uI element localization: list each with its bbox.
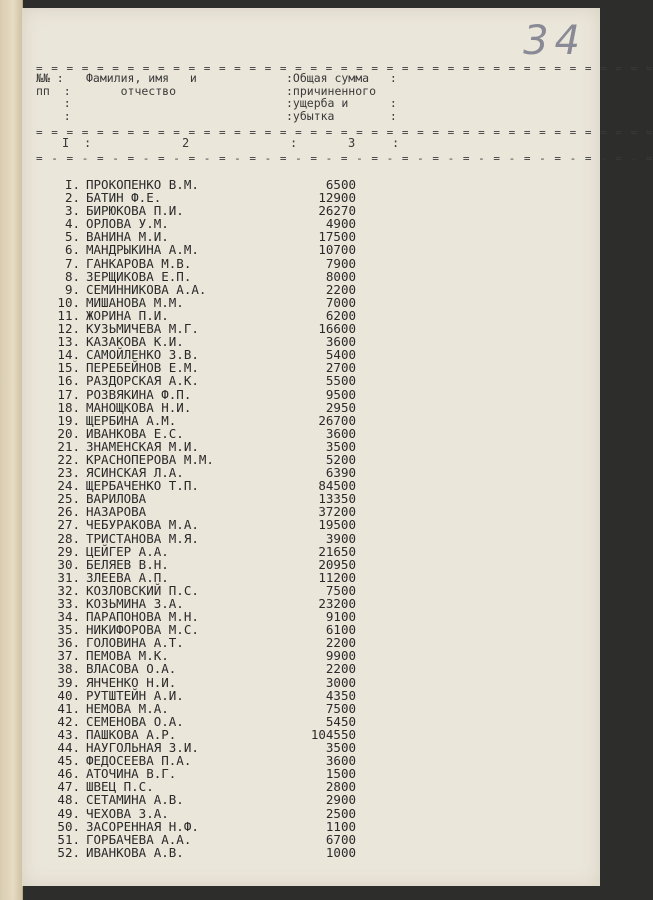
damage-sum: 4350 xyxy=(325,687,356,703)
person-name: ПРОКОПЕНКО В.М. xyxy=(86,177,199,192)
person-name: ПЕРЕБЕЙНОВ Е.М. xyxy=(86,360,199,376)
damage-sum: 7500 xyxy=(325,700,356,716)
person-name: КОЗЬМИНА З.А. xyxy=(86,596,184,611)
person-name: РАЗДОРСКАЯ А.К. xyxy=(86,373,199,389)
row-number: 2. xyxy=(64,190,80,206)
damage-sum: 8000 xyxy=(325,268,356,284)
table-row xyxy=(22,243,600,256)
row-number: 21. xyxy=(57,438,80,454)
damage-sum: 20950 xyxy=(318,556,356,572)
row-number: 43. xyxy=(57,726,80,742)
row-number: 24. xyxy=(57,478,80,494)
person-name: АТОЧИНА В.Г. xyxy=(86,766,177,782)
person-name: ЗАСОРЕННАЯ Н.Ф. xyxy=(86,818,199,834)
row-number: 18. xyxy=(57,399,80,415)
person-name: ИВАНКОВА Е.С. xyxy=(86,425,184,441)
damage-sum: 6700 xyxy=(325,831,356,847)
damage-sum: 16600 xyxy=(318,321,356,337)
damage-sum: 3000 xyxy=(325,674,356,690)
binding-strip xyxy=(0,0,23,900)
person-name: МАНОЩКОВА Н.И. xyxy=(86,399,192,415)
row-number: 46. xyxy=(57,766,80,782)
person-name: ПАШКОВА А.Р. xyxy=(86,726,177,742)
row-number: 28. xyxy=(57,530,80,546)
person-name: СЕМЕНОВА О.А. xyxy=(86,713,184,729)
damage-sum: 7500 xyxy=(325,582,356,598)
row-number: 6. xyxy=(64,242,80,258)
row-number: 9. xyxy=(64,281,80,297)
header-rule-top: = = = = = = = = = = = = = = = = = = = = = = = = = = = = = = = = = = = = = = = = = xyxy=(36,62,653,75)
table-row xyxy=(22,793,600,806)
person-name: ЗЕРЩИКОВА Е.П. xyxy=(86,268,192,284)
damage-sum: 1500 xyxy=(325,766,356,782)
table-row xyxy=(22,270,600,283)
table-row xyxy=(22,662,600,675)
table-row xyxy=(22,807,600,820)
table-row xyxy=(22,676,600,689)
row-number: 14. xyxy=(57,347,80,363)
person-name: НИКИФОРОВА М.С. xyxy=(86,622,199,638)
row-number: 50. xyxy=(57,818,80,834)
table-row xyxy=(22,571,600,584)
person-name: РОЗВЯКИНА Ф.П. xyxy=(86,386,192,402)
row-number: 15. xyxy=(57,360,80,376)
person-name: КАЗАКОВА К.И. xyxy=(86,334,184,350)
person-name: ВЛАСОВА О.А. xyxy=(86,661,177,677)
row-number: I. xyxy=(64,177,80,192)
person-name: ОРЛОВА У.М. xyxy=(86,216,169,232)
row-number: 12. xyxy=(57,321,80,337)
table-row xyxy=(22,374,600,387)
table-row xyxy=(22,401,600,414)
row-number: 22. xyxy=(57,451,80,467)
row-number: 35. xyxy=(57,622,80,638)
damage-sum: 5500 xyxy=(325,373,356,389)
damage-sum: 2500 xyxy=(325,805,356,821)
table-row xyxy=(22,833,600,846)
table-row xyxy=(22,820,600,833)
damage-sum: 6390 xyxy=(325,465,356,481)
row-number: 26. xyxy=(57,504,80,520)
damage-sum: 13350 xyxy=(318,491,356,507)
row-number: 23. xyxy=(57,465,80,481)
damage-sum: 12900 xyxy=(318,190,356,206)
table-row xyxy=(22,689,600,702)
column-number-2: 2 xyxy=(182,136,190,150)
row-number: 32. xyxy=(57,582,80,598)
damage-sum: 9100 xyxy=(325,609,356,625)
row-number: 38. xyxy=(57,661,80,677)
damage-sum: 17500 xyxy=(318,229,356,245)
person-name: НАЗАРОВА xyxy=(86,504,147,520)
damage-sum: 3900 xyxy=(325,530,356,546)
person-name: БЕЛЯЕВ В.Н. xyxy=(86,556,169,572)
table-row xyxy=(22,257,600,270)
person-name: БИРЮКОВА П.И. xyxy=(86,203,184,219)
damage-sum: 84500 xyxy=(318,478,356,494)
row-number: 5. xyxy=(64,229,80,245)
row-number: 51. xyxy=(57,831,80,847)
row-number: 4. xyxy=(64,216,80,232)
damage-sum: 26270 xyxy=(318,203,356,219)
damage-sum: 3500 xyxy=(325,740,356,756)
page-number: 34 xyxy=(523,18,586,64)
person-name: ЧЕБУРАКОВА М.А. xyxy=(86,517,199,533)
person-name: БАТИН Ф.Е. xyxy=(86,190,162,206)
person-name: ЧЕХОВА З.А. xyxy=(86,805,169,821)
damage-sum: 6200 xyxy=(325,307,356,323)
damage-sum: 4900 xyxy=(325,216,356,232)
damage-sum: 2200 xyxy=(325,635,356,651)
person-name: ИВАНКОВА А.В. xyxy=(86,844,184,860)
column-separator: : xyxy=(84,136,92,150)
person-name: ГОРБАЧЕВА А.А. xyxy=(86,831,192,847)
table-row xyxy=(22,702,600,715)
row-number: 42. xyxy=(57,713,80,729)
table-row xyxy=(22,388,600,401)
damage-sum: 26700 xyxy=(318,412,356,428)
row-number: 17. xyxy=(57,386,80,402)
person-name: САМОЙЛЕНКО З.В. xyxy=(86,347,199,363)
person-name: МИШАНОВА М.М. xyxy=(86,294,184,310)
row-number: 33. xyxy=(57,596,80,611)
table-row xyxy=(22,283,600,296)
person-name: ЦЕЙГЕР А.А. xyxy=(86,543,169,559)
person-name: НАУГОЛЬНАЯ З.И. xyxy=(86,740,199,756)
person-name: ВАНИНА М.И. xyxy=(86,229,169,245)
damage-sum: 7900 xyxy=(325,255,356,271)
damage-sum: 3600 xyxy=(325,425,356,441)
list-of-persons xyxy=(22,178,600,859)
damage-sum: 2800 xyxy=(325,779,356,795)
table-row xyxy=(22,427,600,440)
person-name: СЕТАМИНА А.В. xyxy=(86,792,184,808)
person-name: ЗЛЕЕВА А.П. xyxy=(86,569,169,585)
person-name: ГОЛОВИНА А.Т. xyxy=(86,635,184,651)
person-name: ЯСИНСКАЯ Л.А. xyxy=(86,465,184,481)
row-number: 7. xyxy=(64,255,80,271)
person-name: ЯНЧЕНКО Н.И. xyxy=(86,674,177,690)
row-number: 20. xyxy=(57,425,80,441)
person-name: МАНДРЫКИНА А.М. xyxy=(86,242,199,258)
table-row xyxy=(22,414,600,427)
column-number-1: I xyxy=(62,136,70,150)
damage-sum: 23200 xyxy=(318,596,356,611)
person-name: ПЕМОВА М.К. xyxy=(86,648,169,664)
row-number: 39. xyxy=(57,674,80,690)
row-number: 40. xyxy=(57,687,80,703)
row-number: 11. xyxy=(57,307,80,323)
row-number: 37. xyxy=(57,648,80,664)
row-number: 31. xyxy=(57,569,80,585)
damage-sum: 6100 xyxy=(325,622,356,638)
header-col-number: №№ : пп : : : xyxy=(36,71,71,123)
row-number: 30. xyxy=(57,556,80,572)
column-separator: : xyxy=(392,136,400,150)
row-number: 25. xyxy=(57,491,80,507)
table-row xyxy=(22,518,600,531)
table-row xyxy=(22,545,600,558)
damage-sum: 5450 xyxy=(325,713,356,729)
damage-sum: 10700 xyxy=(318,242,356,258)
table-row xyxy=(22,558,600,571)
row-number: 41. xyxy=(57,700,80,716)
person-name: ФЕДОСЕЕВА П.А. xyxy=(86,753,192,769)
person-name: КРАСНОПЕРОВА М.М. xyxy=(86,451,214,467)
person-name: ЗНАМЕНСКАЯ М.И. xyxy=(86,438,199,454)
person-name: ВАРИЛОВА xyxy=(86,491,147,507)
table-row xyxy=(22,532,600,545)
person-name: ЩЕРБИНА А.М. xyxy=(86,412,177,428)
damage-sum: 2950 xyxy=(325,399,356,415)
row-number: 19. xyxy=(57,412,80,428)
person-name: ЩЕРБАЧЕНКО Т.П. xyxy=(86,478,199,494)
damage-sum: 3600 xyxy=(325,753,356,769)
person-name: РУТШТЕЙН А.И. xyxy=(86,687,184,703)
table-row xyxy=(22,440,600,453)
damage-sum: 11200 xyxy=(318,569,356,585)
row-number: 36. xyxy=(57,635,80,651)
person-name: НЕМОВА М.А. xyxy=(86,700,169,716)
person-name: ГАНКАРОВА М.В. xyxy=(86,255,192,271)
row-number: 10. xyxy=(57,294,80,310)
row-number: 34. xyxy=(57,609,80,625)
damage-sum: 6500 xyxy=(325,177,356,192)
damage-sum: 19500 xyxy=(318,517,356,533)
damage-sum: 3500 xyxy=(325,438,356,454)
row-number: 3. xyxy=(64,203,80,219)
row-number: 48. xyxy=(57,792,80,808)
table-row xyxy=(22,715,600,728)
damage-sum: 2900 xyxy=(325,792,356,808)
damage-sum: 1000 xyxy=(325,844,356,860)
row-number: 49. xyxy=(57,805,80,821)
row-number: 45. xyxy=(57,753,80,769)
header-rule-middle: = = = = = = = = = = = = = = = = = = = = = = = = = = = = = = = = = = = = = = = = = xyxy=(36,126,653,139)
table-row xyxy=(22,846,600,859)
damage-sum: 21650 xyxy=(318,543,356,559)
document-page xyxy=(22,8,653,886)
header-col-sum: :Общая сумма : :причиненного :ущерба и : :убытка : xyxy=(286,71,397,123)
damage-sum: 37200 xyxy=(318,504,356,520)
damage-sum: 5400 xyxy=(325,347,356,363)
row-number: 16. xyxy=(57,373,80,389)
damage-sum: 7000 xyxy=(325,294,356,310)
damage-sum: 1100 xyxy=(325,818,356,834)
person-name: КОЗЛОВСКИЙ П.С. xyxy=(86,582,199,598)
person-name: ШВЕЦ П.С. xyxy=(86,779,154,795)
row-number: 8. xyxy=(64,268,80,284)
row-number: 44. xyxy=(57,740,80,756)
damage-sum: 2700 xyxy=(325,360,356,376)
damage-sum: 9500 xyxy=(325,386,356,402)
row-number: 27. xyxy=(57,517,80,533)
row-number: 29. xyxy=(57,543,80,559)
damage-sum: 9900 xyxy=(325,648,356,664)
row-number: 47. xyxy=(57,779,80,795)
damage-sum: 2200 xyxy=(325,281,356,297)
damage-sum: 5200 xyxy=(325,451,356,467)
person-name: КУЗЬМИЧЕВА М.Г. xyxy=(86,321,199,337)
header-col-name: Фамилия, имя и отчество xyxy=(86,71,197,98)
person-name: ТРИСТАНОВА М.Я. xyxy=(86,530,199,546)
damage-sum: 3600 xyxy=(325,334,356,350)
table-row xyxy=(22,296,600,309)
person-name: ЖОРИНА П.И. xyxy=(86,307,169,323)
damage-sum: 104550 xyxy=(310,726,356,742)
damage-sum: 2200 xyxy=(325,661,356,677)
row-number: 52. xyxy=(57,844,80,860)
column-number-3: 3 xyxy=(348,136,356,150)
header-rule-bottom: = - = - = - = - = - = - = - = - = - = - = - = - = - = - = - = - = - = - = - = - = xyxy=(36,152,653,165)
row-number: 13. xyxy=(57,334,80,350)
person-name: ПАРАПОНОВА М.Н. xyxy=(86,609,199,625)
column-separator: : xyxy=(290,136,298,150)
person-name: СЕМИННИКОВА А.А. xyxy=(86,281,207,297)
